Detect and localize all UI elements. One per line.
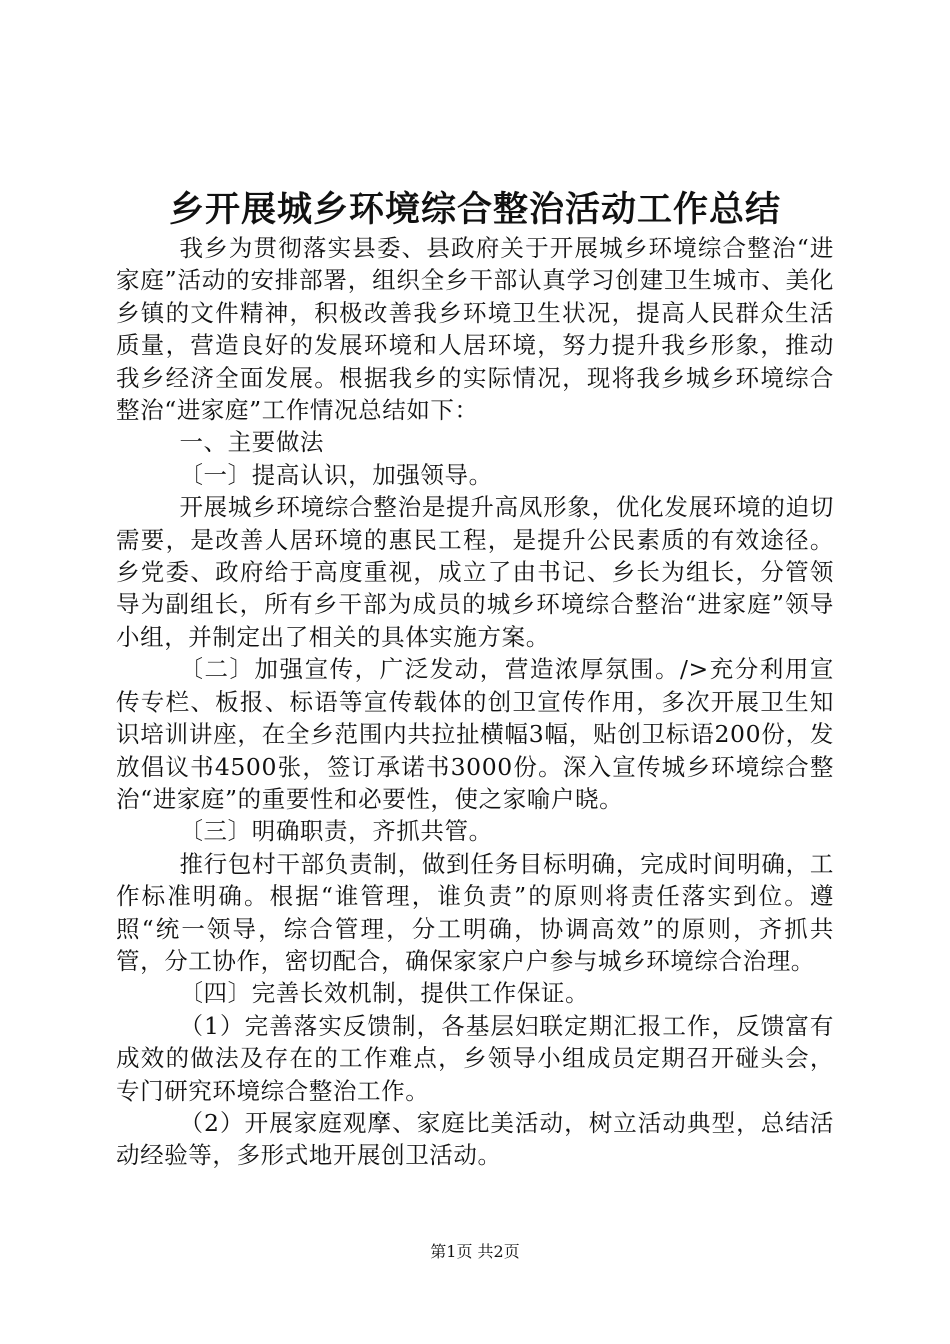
document-body [116, 232, 834, 1172]
page-footer: 第1页 共2页 [430, 1242, 520, 1261]
subheading-1: 〔一〕提高认识，加强领导。 [179, 460, 493, 489]
subheading-3: 〔三〕明确职责，齐抓共管。 [179, 817, 493, 846]
list-item-1: （1）完善落实反馈制，各基层妇联定期汇报工作，反馈富有成效的做法及存在的工作难点，乡领导小组成员定期召开碰头会，专门研究环境综合整治工作。 [116, 1011, 834, 1105]
section-heading-main-practices: 一、主要做法 [179, 428, 325, 457]
document-title: 乡开展城乡环境综合整治活动工作总结 [168, 189, 781, 230]
subheading-4: 〔四〕完善长效机制，提供工作保证。 [179, 979, 590, 1008]
paragraph-1: 开展城乡环境综合整治是提升高凤形象，优化发展环境的迫切需要，是改善人居环境的惠民工程，是提升公民素质的有效途径。乡党委、政府给于高度重视，成立了由书记、乡长为组长，分管领导为副组长，所有乡干部为成员的城乡环境综合整治“进家庭”领导小组，并制定出了相关的具体实施方案。 [116, 493, 834, 651]
paragraph-3: 推行包村干部负责制，做到任务目标明确，完成时间明确，工作标准明确。根据“谁管理，谁负责”的原则将责任落实到位。遵照“统一领导，综合管理，分工明确，协调高效”的原则，齐抓共管，分工协作，密切配合，确保家家户户参与城乡环境综合治理。 [116, 849, 834, 975]
intro-paragraph: 我乡为贯彻落实县委、县政府关于开展城乡环境综合整治“进家庭”活动的安排部署，组织全乡干部认真学习创建卫生城市、美化乡镇的文件精神，积极改善我乡环境卫生状况，提高人民群众生活质量，营造良好的发展环境和人居环境，努力提升我乡形象，推动我乡经济全面发展。根据我乡的实际情况，现将我乡城乡环境综合整治“进家庭”工作情况总结如下： [116, 234, 834, 425]
paragraph-2-publicity: 〔二〕加强宣传，广泛发动，营造浓厚氛围。/>充分利用宣传专栏、板报、标语等宣传载体的创卫宣传作用，多次开展卫生知识培训讲座，在全乡范围内共拉扯横幅3幅，贴创卫标语200份，发放倡议书4500张，签订承诺书3000份。深入宣传城乡环境综合整治“进家庭”的重要性和必要性，使之家喻户晓。 [116, 655, 834, 813]
list-item-2: （2）开展家庭观摩、家庭比美活动，树立活动典型，总结活动经验等，多形式地开展创卫活动。 [116, 1108, 834, 1170]
